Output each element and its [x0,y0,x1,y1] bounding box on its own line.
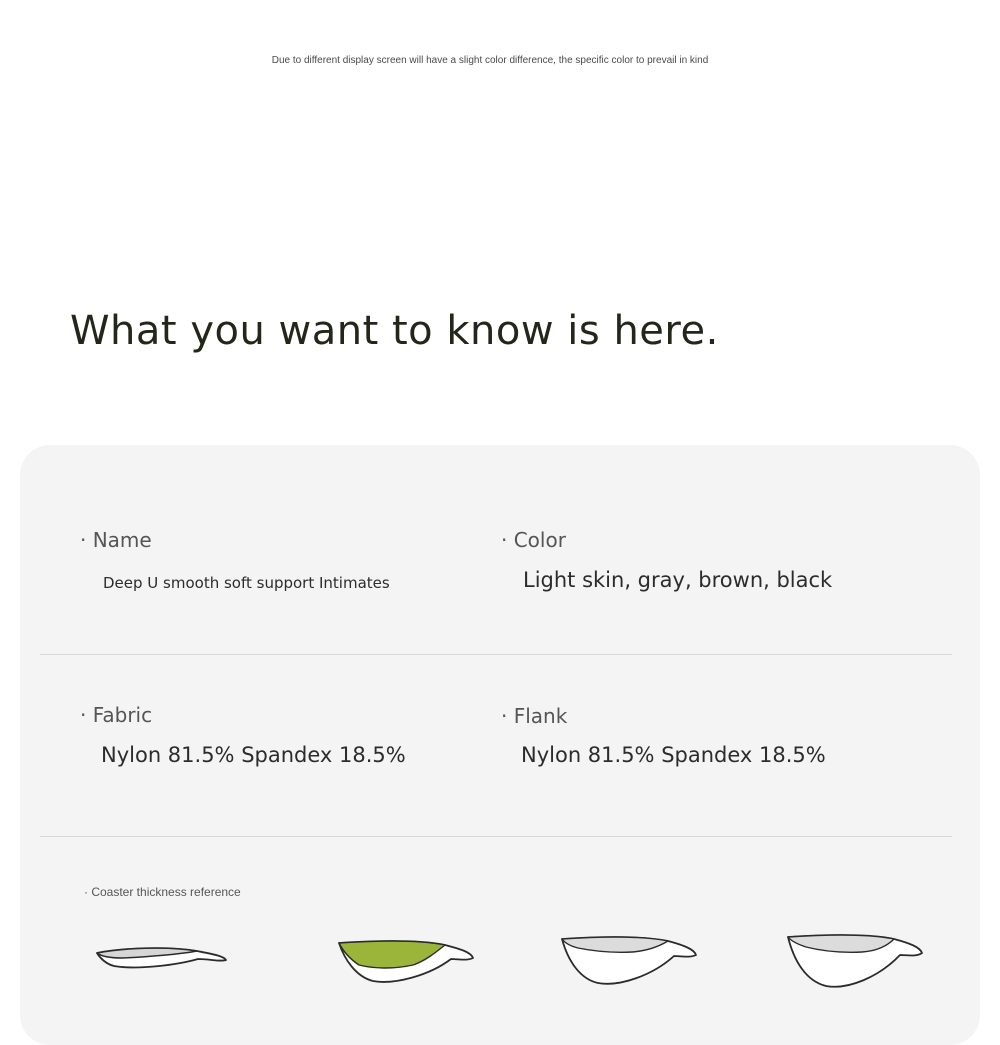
spec-color-label: · Color [501,528,566,552]
cup-medium-icon [335,937,480,989]
spec-name-value: Deep U smooth soft support Intimates [103,574,390,592]
spec-panel [20,445,980,1045]
spec-fabric [80,703,406,767]
cup-thick-icon [558,935,703,991]
spec-flank [501,704,826,767]
color-disclaimer: Due to different display screen will have a slight color difference, the specific color to prevail in kind [271,55,709,66]
spec-fabric-label: · Fabric [80,703,153,727]
spec-fabric-value: Nylon 81.5% Spandex 18.5% [101,743,406,767]
spec-name [80,528,390,592]
spec-divider [40,654,952,655]
cup-thin-icon [92,940,232,980]
spec-color [501,528,832,592]
spec-color-value: Light skin, gray, brown, black [523,568,833,592]
page-headline: What you want to know is here. [70,308,719,354]
spec-name-label: · Name [80,528,152,552]
spec-divider [40,836,952,837]
cup-extra-thick-icon [784,933,929,993]
spec-flank-label: · Flank [501,704,568,728]
spec-flank-value: Nylon 81.5% Spandex 18.5% [521,743,826,767]
thickness-label: · Coaster thickness reference [84,885,241,899]
